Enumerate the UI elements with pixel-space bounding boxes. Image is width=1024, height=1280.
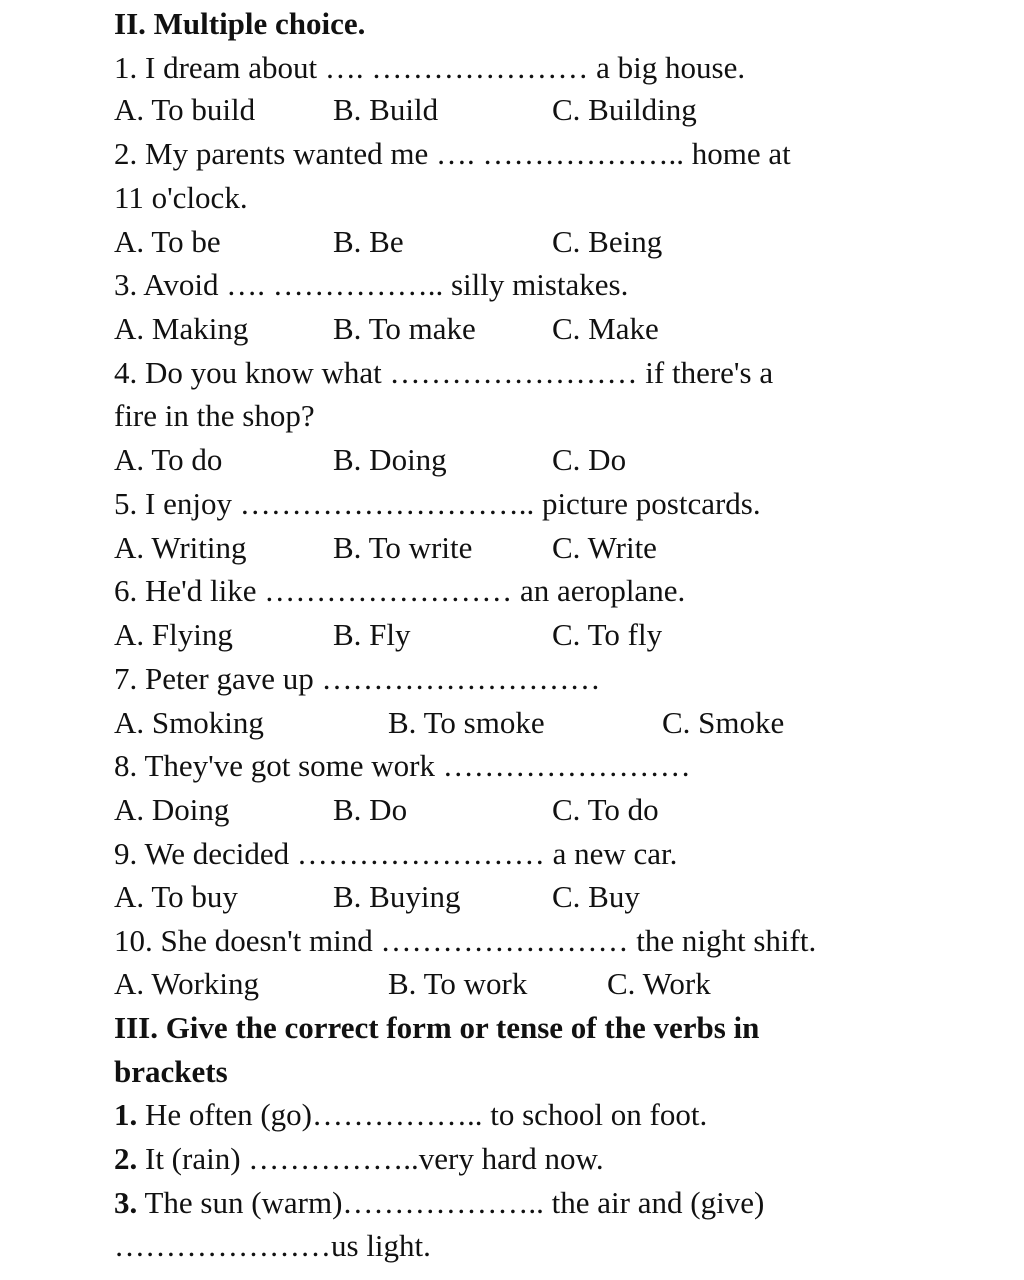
- question-2-line-2: 11 o'clock.: [114, 180, 248, 215]
- q7-option-b: B. To smoke: [388, 705, 545, 740]
- question-3: 3. Avoid …. …………….. silly mistakes.: [114, 267, 629, 302]
- question-1: 1. I dream about …. ………………… a big house.: [114, 50, 746, 85]
- q5-option-a: A. Writing: [114, 530, 247, 565]
- question-9: 9. We decided …………………… a new car.: [114, 836, 678, 871]
- q3-option-a: A. Making: [114, 311, 249, 346]
- section-3-item-2: [114, 1139, 604, 1179]
- q9-option-b: B. Buying: [333, 879, 461, 914]
- q8-option-a: A. Doing: [114, 792, 230, 827]
- q2-option-c: C. Being: [552, 224, 663, 259]
- q2-option-b: B. Be: [333, 224, 404, 259]
- item-3-text: The sun (warm)……………….. the air and (give): [137, 1185, 765, 1220]
- q1-option-a: A. To build: [114, 92, 256, 127]
- question-6: 6. He'd like …………………… an aeroplane.: [114, 573, 686, 608]
- question-4-line-1: 4. Do you know what …………………… if there's a: [114, 355, 774, 390]
- item-1-text: He often (go)…………….. to school on foot.: [137, 1097, 708, 1132]
- q10-option-a: A. Working: [114, 966, 260, 1001]
- q9-option-c: C. Buy: [552, 879, 640, 914]
- q10-option-b: B. To work: [388, 966, 528, 1001]
- q3-option-b: B. To make: [333, 311, 476, 346]
- q1-option-c: C. Building: [552, 92, 697, 127]
- q10-option-c: C. Work: [607, 966, 711, 1001]
- q3-option-c: C. Make: [552, 311, 659, 346]
- q8-option-b: B. Do: [333, 792, 408, 827]
- q7-option-a: A. Smoking: [114, 705, 264, 740]
- q4-option-a: A. To do: [114, 442, 223, 477]
- item-2-number: 2.: [114, 1141, 138, 1176]
- section-3-heading-line-2: brackets: [114, 1054, 228, 1089]
- question-8: 8. They've got some work ……………………: [114, 748, 691, 783]
- q9-option-a: A. To buy: [114, 879, 238, 914]
- section-3-item-3-line-2: …………………us light.: [114, 1228, 431, 1263]
- q6-option-c: C. To fly: [552, 617, 663, 652]
- q6-option-a: A. Flying: [114, 617, 233, 652]
- question-5: 5. I enjoy ……………………….. picture postcards.: [114, 486, 761, 521]
- q1-option-b: B. Build: [333, 92, 439, 127]
- q2-option-a: A. To be: [114, 224, 221, 259]
- question-2-line-1: 2. My parents wanted me …. ……………….. home at: [114, 136, 791, 171]
- q4-option-c: C. Do: [552, 442, 627, 477]
- question-10: 10. She doesn't mind …………………… the night shift.: [114, 923, 817, 958]
- question-4-line-2: fire in the shop?: [114, 398, 315, 433]
- q5-option-c: C. Write: [552, 530, 657, 565]
- item-3-number: 3.: [114, 1185, 138, 1220]
- section-3-item-3: [114, 1183, 764, 1223]
- q6-option-b: B. Fly: [333, 617, 411, 652]
- section-3-item-1: [114, 1095, 707, 1135]
- section-2-heading: II. Multiple choice.: [114, 6, 366, 41]
- q8-option-c: C. To do: [552, 792, 659, 827]
- section-3-heading-line-1: III. Give the correct form or tense of the verbs in: [114, 1010, 760, 1045]
- item-2-text: It (rain) ……………..very hard now.: [137, 1141, 604, 1176]
- item-1-number: 1.: [114, 1097, 138, 1132]
- question-7: 7. Peter gave up ………………………: [114, 661, 601, 696]
- q5-option-b: B. To write: [333, 530, 473, 565]
- q7-option-c: C. Smoke: [662, 705, 785, 740]
- q4-option-b: B. Doing: [333, 442, 447, 477]
